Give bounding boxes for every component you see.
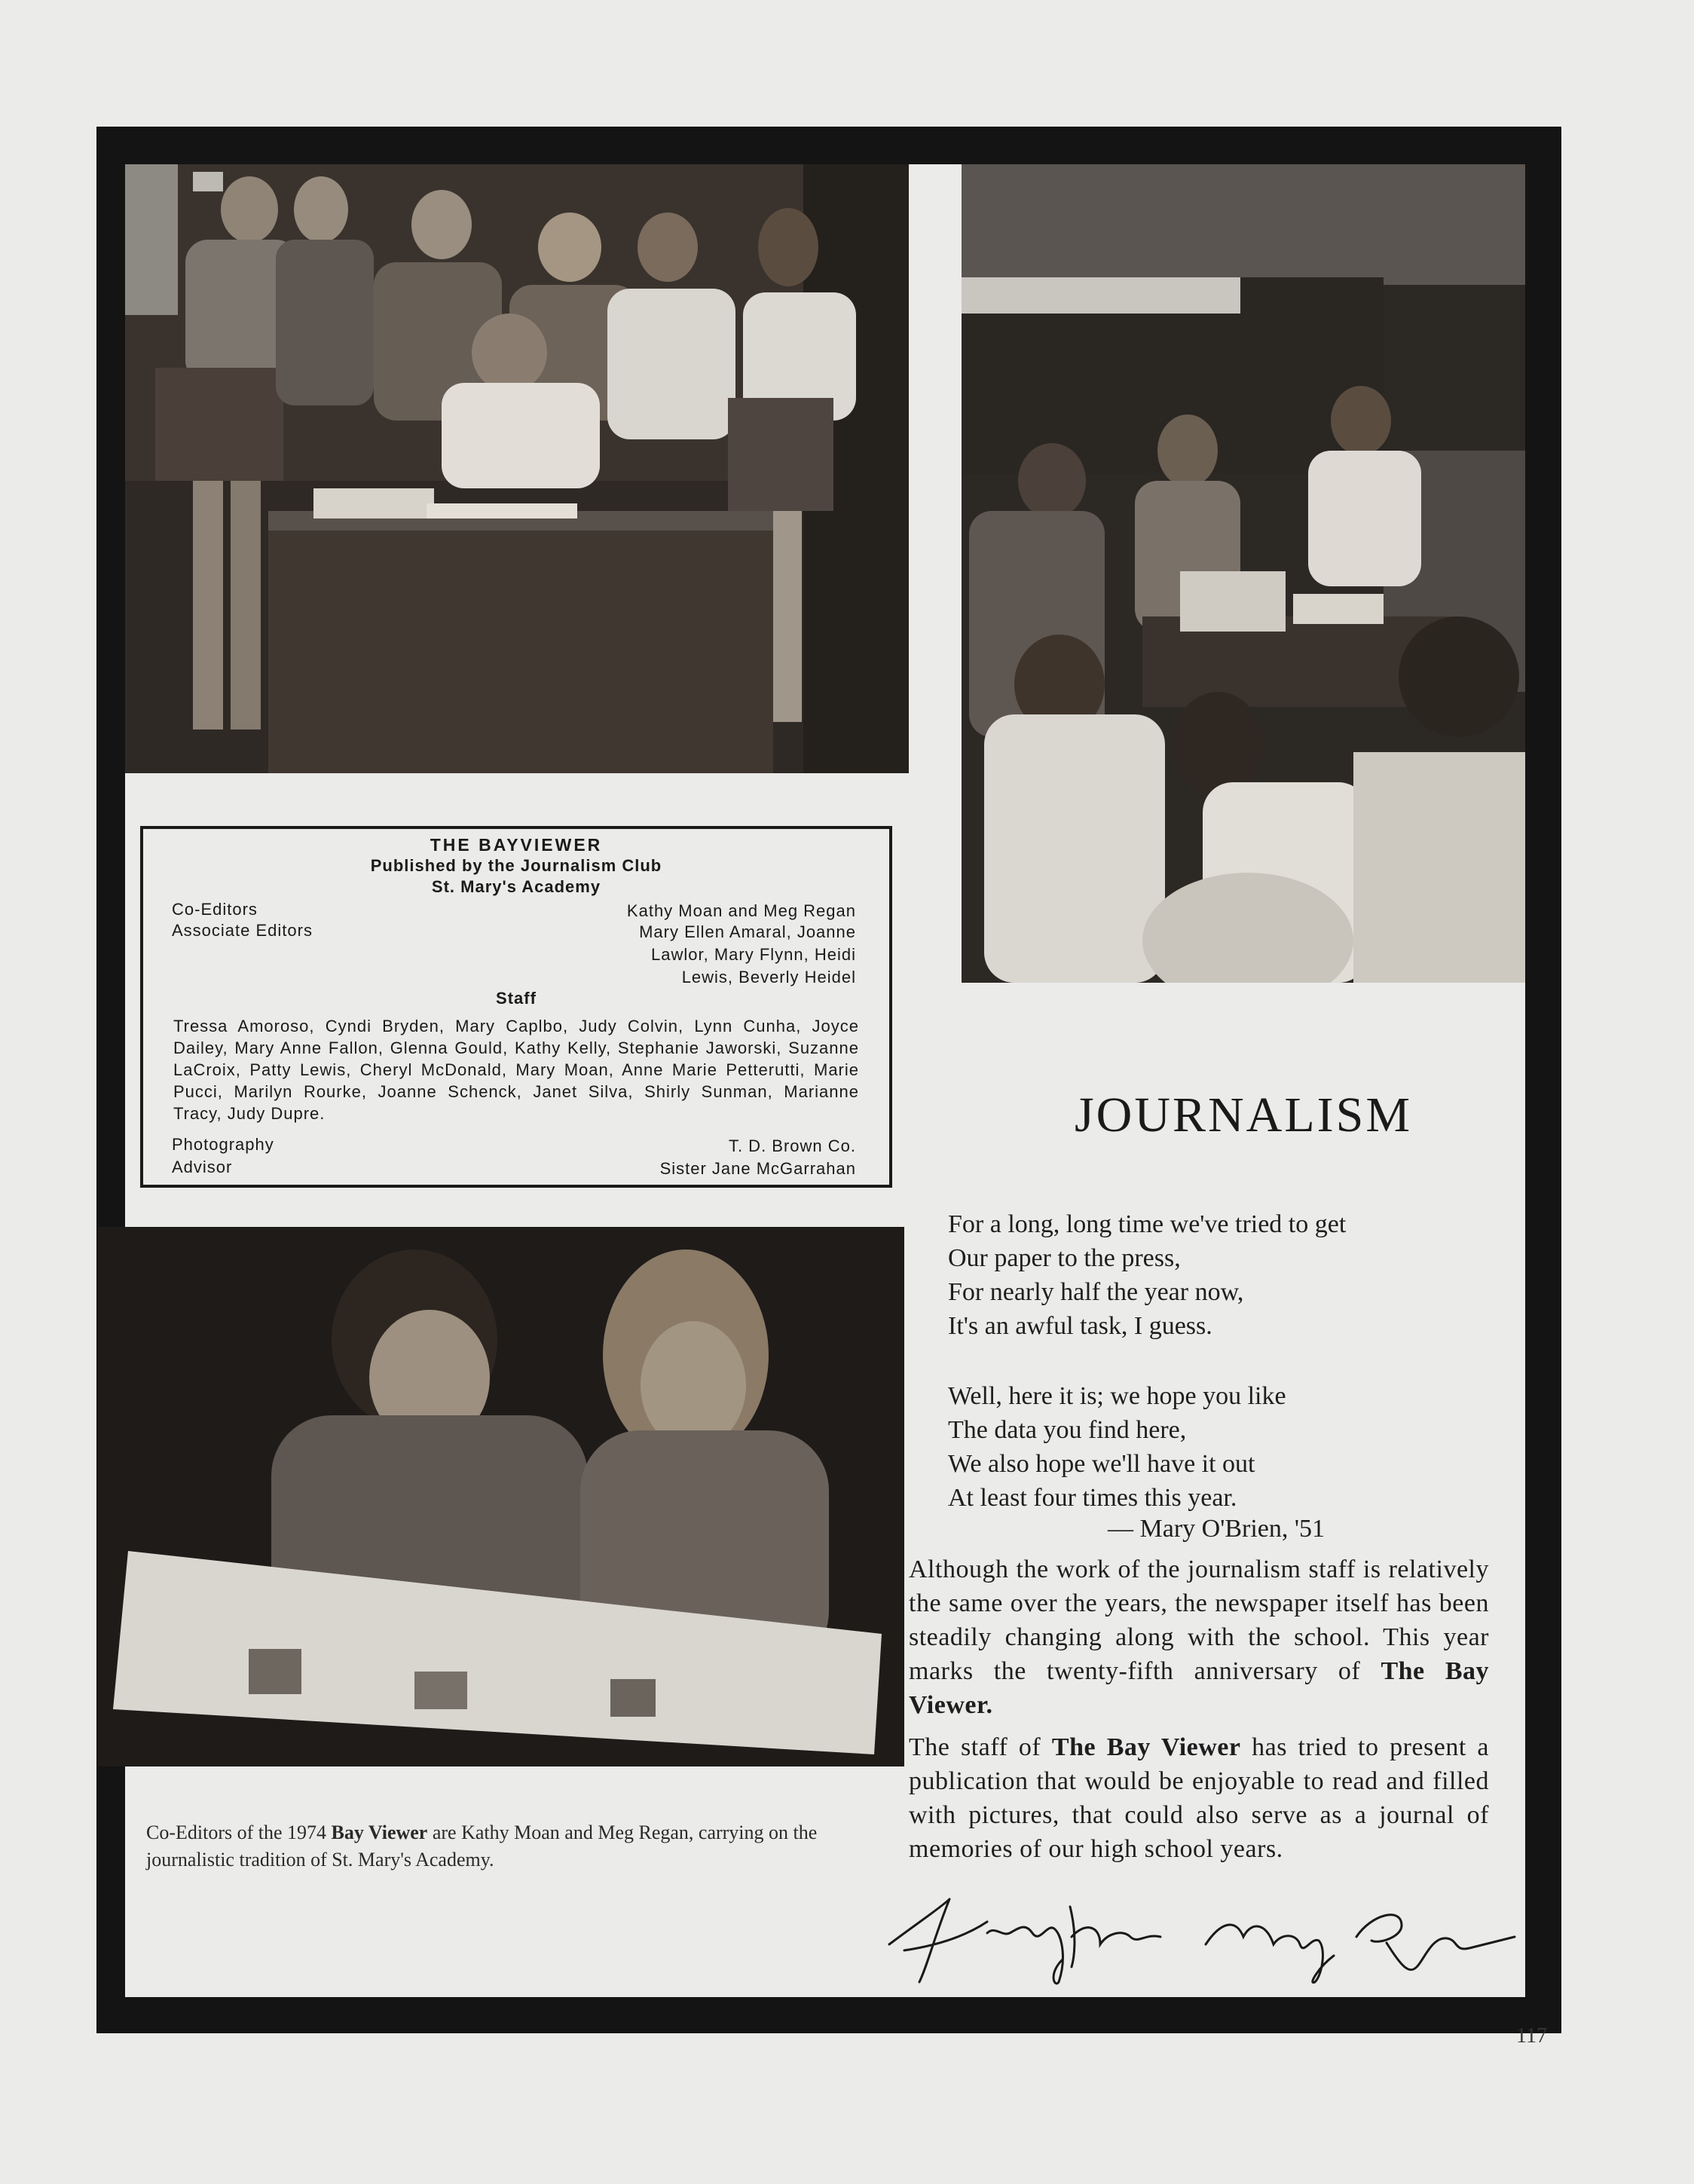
photography-value: T. D. Brown Co. <box>728 1136 856 1155</box>
paper-name: The Bay Viewer. <box>909 1657 1489 1719</box>
classroom-photo <box>962 164 1525 983</box>
poem-line: We also hope we'll have it out <box>948 1450 1255 1478</box>
editor-signatures <box>874 1892 1522 1990</box>
advisor-label: Advisor <box>172 1158 233 1176</box>
masthead-box <box>140 826 892 1188</box>
body-paragraph-1 <box>909 1552 1489 1722</box>
paragraph-text: Although the work of the journalism staff is relatively the same over the years, the newspaper itself has been steadily changing along with the school. This year marks the twenty-fifth anniversary of <box>909 1555 1489 1685</box>
staff-group-photo <box>125 164 909 773</box>
paper-name: Bay Viewer <box>331 1822 428 1843</box>
poem-stanza-1 <box>948 1207 1346 1343</box>
masthead-school: St. Mary's Academy <box>431 877 601 896</box>
associate-editors-label: Associate Editors <box>172 921 313 940</box>
paragraph-text: The staff of <box>909 1733 1052 1761</box>
staff-list: Tressa Amoroso, Cyndi Bryden, Mary Caplbo, Judy Colvin, Lynn Cunha, Joyce Dailey, Mary Anne Fallon, Glenna Gould, Kathy Kelly, Stephanie Jaworski, Suzanne LaCroix, Patty Lewis, Cheryl McDonald, Mary Moan, Anne Marie Petterutti, Marie Pucci, Marilyn Rourke, Joanne Schenck, Janet Silva, Shirly Sunman, Marianne Tracy, Judy Dupre. <box>173 1017 859 1123</box>
paper-name: The Bay Viewer <box>1051 1733 1241 1761</box>
page-number: 117 <box>1516 2024 1547 2048</box>
poem-line: The data you find here, <box>948 1416 1187 1444</box>
poem-line: Our paper to the press, <box>948 1244 1181 1272</box>
associate-editors-line-3: Lewis, Beverly Heidel <box>681 968 856 986</box>
photography-label: Photography <box>172 1135 274 1154</box>
associate-editors-line-1: Mary Ellen Amaral, Joanne <box>639 922 856 941</box>
caption-text: are Kathy Moan and Meg Regan, carrying on the journalistic tradition of St. Mary's Academy. <box>146 1822 818 1870</box>
paragraph-text: has tried to present a publication that would be enjoyable to read and filled with pictures, that could also serve as a journal of memories of our high school years. <box>909 1733 1489 1863</box>
co-editors-photo <box>98 1227 904 1766</box>
associate-editors-line-2: Lawlor, Mary Flynn, Heidi <box>651 945 856 964</box>
co-editors-label: Co-Editors <box>172 900 258 919</box>
poem-line: Well, here it is; we hope you like <box>948 1382 1286 1410</box>
poem-line: It's an awful task, I guess. <box>948 1312 1212 1340</box>
advisor-value: Sister Jane McGarrahan <box>659 1159 856 1178</box>
caption-text: Co-Editors of the 1974 <box>146 1822 332 1843</box>
co-editors-value: Kathy Moan and Meg Regan <box>626 901 856 920</box>
poem-line: For a long, long time we've tried to get <box>948 1210 1347 1238</box>
poem-line: At least four times this year. <box>948 1484 1237 1512</box>
photo-caption <box>146 1819 858 1874</box>
masthead-publisher: Published by the Journalism Club <box>370 856 662 875</box>
masthead-title: THE BAYVIEWER <box>430 835 603 855</box>
staff-heading: Staff <box>496 989 537 1008</box>
poem-stanza-2 <box>948 1379 1286 1515</box>
body-paragraph-2 <box>909 1730 1489 1866</box>
page-headline: JOURNALISM <box>1074 1087 1413 1142</box>
poem-line: For nearly half the year now, <box>948 1278 1244 1306</box>
poem-attribution: — Mary O'Brien, '51 <box>1108 1515 1325 1543</box>
